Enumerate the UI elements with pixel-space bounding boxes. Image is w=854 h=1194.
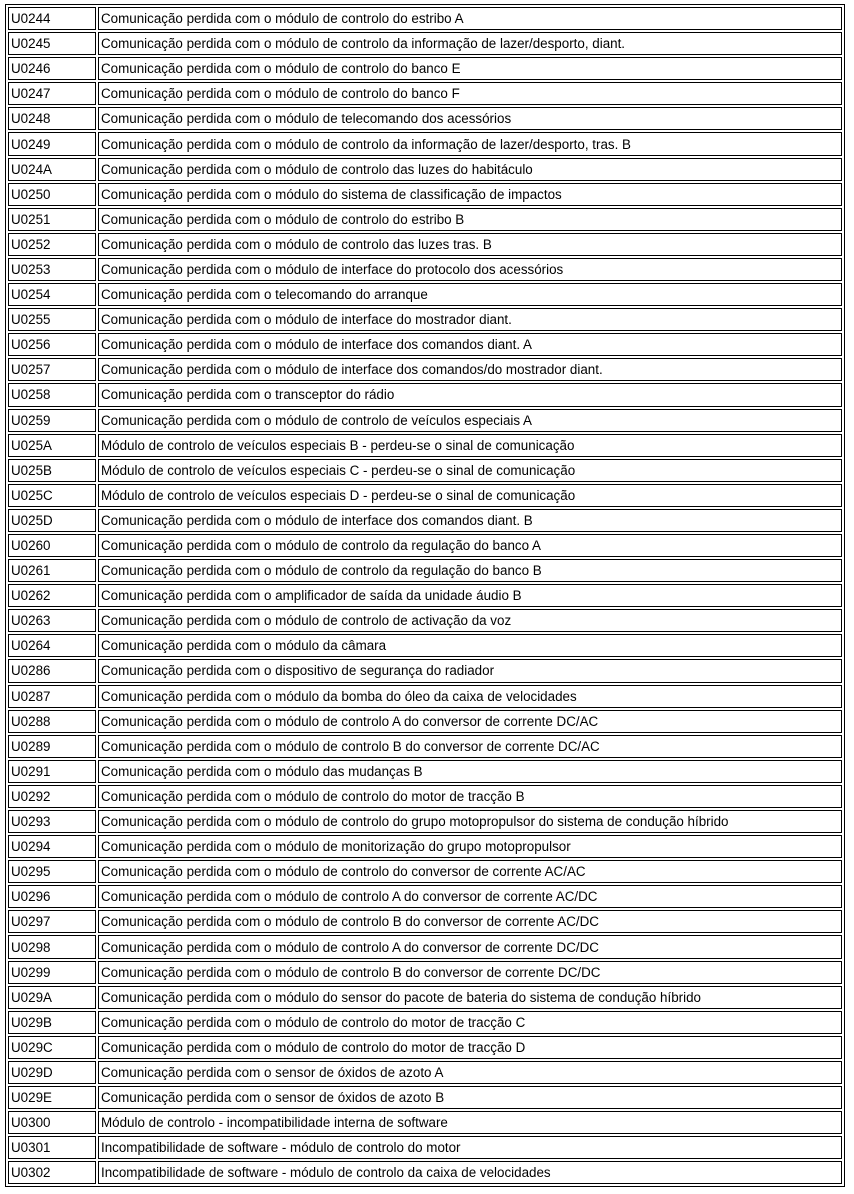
dtc-code-cell: U0296	[8, 885, 96, 908]
dtc-code-cell: U0292	[8, 785, 96, 808]
table-row	[8, 559, 842, 582]
table-row	[8, 634, 842, 657]
dtc-code-cell: U0286	[8, 659, 96, 682]
dtc-description-cell: Comunicação perdida com o módulo de telecomando dos acessórios	[98, 107, 842, 130]
table-row	[8, 409, 842, 432]
table-row	[8, 283, 842, 306]
table-row	[8, 685, 842, 708]
table-row	[8, 233, 842, 256]
dtc-description-cell: Comunicação perdida com o módulo de controlo B do conversor de corrente AC/DC	[98, 910, 842, 933]
dtc-code-cell: U0298	[8, 935, 96, 958]
table-row	[8, 459, 842, 482]
dtc-description-cell: Comunicação perdida com o dispositivo de segurança do radiador	[98, 659, 842, 682]
dtc-description-cell: Comunicação perdida com o módulo de controlo do estribo B	[98, 208, 842, 231]
table-row	[8, 1061, 842, 1084]
dtc-description-cell: Comunicação perdida com o módulo de monitorização do grupo motopropulsor	[98, 835, 842, 858]
dtc-description-cell: Comunicação perdida com o módulo de controlo A do conversor de corrente DC/AC	[98, 710, 842, 733]
dtc-code-cell: U0252	[8, 233, 96, 256]
table-row	[8, 1111, 842, 1134]
table-row	[8, 609, 842, 632]
table-row	[8, 308, 842, 331]
dtc-code-cell: U0264	[8, 634, 96, 657]
dtc-description-cell: Comunicação perdida com o módulo da câmara	[98, 634, 842, 657]
table-row	[8, 1011, 842, 1034]
dtc-description-cell: Comunicação perdida com o módulo do sistema de classificação de impactos	[98, 183, 842, 206]
dtc-code-cell: U0297	[8, 910, 96, 933]
table-row	[8, 835, 842, 858]
dtc-description-cell: Comunicação perdida com o módulo de controlo da regulação do banco A	[98, 534, 842, 557]
dtc-code-cell: U025B	[8, 459, 96, 482]
dtc-code-cell: U0300	[8, 1111, 96, 1134]
dtc-table-container	[5, 4, 845, 1187]
table-row	[8, 32, 842, 55]
dtc-description-cell: Módulo de controlo de veículos especiais B - perdeu-se o sinal de comunicação	[98, 434, 842, 457]
table-row	[8, 107, 842, 130]
dtc-code-cell: U0246	[8, 57, 96, 80]
dtc-description-cell: Módulo de controlo de veículos especiais C - perdeu-se o sinal de comunicação	[98, 459, 842, 482]
table-row	[8, 534, 842, 557]
dtc-code-cell: U0294	[8, 835, 96, 858]
dtc-description-cell: Comunicação perdida com o módulo de controlo do motor de tracção C	[98, 1011, 842, 1034]
dtc-code-cell: U0257	[8, 358, 96, 381]
table-row	[8, 760, 842, 783]
dtc-code-cell: U0299	[8, 961, 96, 984]
table-row	[8, 785, 842, 808]
dtc-description-cell: Comunicação perdida com o módulo de interface do mostrador diant.	[98, 308, 842, 331]
dtc-code-cell: U0258	[8, 383, 96, 406]
dtc-code-cell: U0289	[8, 735, 96, 758]
dtc-code-cell: U0301	[8, 1136, 96, 1159]
dtc-code-cell: U024A	[8, 158, 96, 181]
table-row	[8, 935, 842, 958]
dtc-code-cell: U0302	[8, 1161, 96, 1184]
dtc-description-cell: Comunicação perdida com o módulo de controlo das luzes tras. B	[98, 233, 842, 256]
dtc-description-cell: Comunicação perdida com o módulo de controlo B do conversor de corrente DC/AC	[98, 735, 842, 758]
dtc-code-cell: U0261	[8, 559, 96, 582]
table-row	[8, 910, 842, 933]
dtc-code-cell: U029D	[8, 1061, 96, 1084]
table-row	[8, 1136, 842, 1159]
dtc-code-cell: U0254	[8, 283, 96, 306]
dtc-code-cell: U029B	[8, 1011, 96, 1034]
dtc-description-cell: Comunicação perdida com o sensor de óxidos de azoto A	[98, 1061, 842, 1084]
dtc-description-cell: Incompatibilidade de software - módulo de controlo do motor	[98, 1136, 842, 1159]
dtc-description-cell: Comunicação perdida com o módulo de controlo de veículos especiais A	[98, 409, 842, 432]
dtc-code-cell: U0262	[8, 584, 96, 607]
dtc-code-cell: U0244	[8, 7, 96, 30]
table-row	[8, 434, 842, 457]
dtc-description-cell: Comunicação perdida com o módulo de controlo de activação da voz	[98, 609, 842, 632]
table-row	[8, 57, 842, 80]
table-row	[8, 484, 842, 507]
table-row	[8, 1086, 842, 1109]
dtc-description-cell: Comunicação perdida com o módulo de controlo A do conversor de corrente AC/DC	[98, 885, 842, 908]
dtc-description-cell: Comunicação perdida com o módulo de interface dos comandos diant. A	[98, 333, 842, 356]
table-row	[8, 7, 842, 30]
table-row	[8, 860, 842, 883]
table-row	[8, 584, 842, 607]
table-row	[8, 885, 842, 908]
dtc-description-cell: Comunicação perdida com o módulo de controlo das luzes do habitáculo	[98, 158, 842, 181]
table-row	[8, 183, 842, 206]
dtc-description-cell: Comunicação perdida com o módulo do sensor do pacote de bateria do sistema de condução híbrido	[98, 986, 842, 1009]
dtc-description-cell: Comunicação perdida com o módulo de interface dos comandos diant. B	[98, 509, 842, 532]
table-row	[8, 132, 842, 155]
table-row	[8, 258, 842, 281]
dtc-description-cell: Incompatibilidade de software - módulo de controlo da caixa de velocidades	[98, 1161, 842, 1184]
dtc-code-cell: U0249	[8, 132, 96, 155]
dtc-description-cell: Comunicação perdida com o módulo de controlo do banco F	[98, 82, 842, 105]
table-row	[8, 710, 842, 733]
dtc-description-cell: Comunicação perdida com o módulo de controlo do conversor de corrente AC/AC	[98, 860, 842, 883]
dtc-description-cell: Comunicação perdida com o módulo de controlo B do conversor de corrente DC/DC	[98, 961, 842, 984]
dtc-description-cell: Comunicação perdida com o módulo de controlo A do conversor de corrente DC/DC	[98, 935, 842, 958]
dtc-description-cell: Comunicação perdida com o amplificador de saída da unidade áudio B	[98, 584, 842, 607]
table-row	[8, 333, 842, 356]
dtc-code-cell: U0263	[8, 609, 96, 632]
table-row	[8, 358, 842, 381]
dtc-code-cell: U0245	[8, 32, 96, 55]
dtc-code-cell: U025A	[8, 434, 96, 457]
dtc-description-cell: Comunicação perdida com o sensor de óxidos de azoto B	[98, 1086, 842, 1109]
dtc-description-cell: Comunicação perdida com o módulo de interface dos comandos/do mostrador diant.	[98, 358, 842, 381]
table-row	[8, 659, 842, 682]
dtc-code-cell: U0287	[8, 685, 96, 708]
dtc-code-cell: U0291	[8, 760, 96, 783]
dtc-code-cell: U029C	[8, 1036, 96, 1059]
dtc-description-cell: Comunicação perdida com o módulo de interface do protocolo dos acessórios	[98, 258, 842, 281]
dtc-code-cell: U0293	[8, 810, 96, 833]
dtc-code-cell: U029E	[8, 1086, 96, 1109]
dtc-description-cell: Comunicação perdida com o módulo de controlo do motor de tracção B	[98, 785, 842, 808]
dtc-description-cell: Comunicação perdida com o módulo de controlo do estribo A	[98, 7, 842, 30]
dtc-code-cell: U029A	[8, 986, 96, 1009]
dtc-table	[5, 4, 845, 1187]
dtc-code-cell: U0253	[8, 258, 96, 281]
dtc-description-cell: Comunicação perdida com o transceptor do rádio	[98, 383, 842, 406]
dtc-code-cell: U0260	[8, 534, 96, 557]
dtc-code-cell: U0250	[8, 183, 96, 206]
dtc-description-cell: Comunicação perdida com o módulo da bomba do óleo da caixa de velocidades	[98, 685, 842, 708]
dtc-code-cell: U025D	[8, 509, 96, 532]
dtc-table-body	[8, 7, 842, 1184]
table-row	[8, 810, 842, 833]
table-row	[8, 158, 842, 181]
dtc-description-cell: Módulo de controlo - incompatibilidade interna de software	[98, 1111, 842, 1134]
dtc-code-cell: U025C	[8, 484, 96, 507]
dtc-description-cell: Comunicação perdida com o módulo de controlo do motor de tracção D	[98, 1036, 842, 1059]
dtc-code-cell: U0255	[8, 308, 96, 331]
table-row	[8, 986, 842, 1009]
table-row	[8, 82, 842, 105]
dtc-description-cell: Comunicação perdida com o módulo de controlo do banco E	[98, 57, 842, 80]
dtc-description-cell: Módulo de controlo de veículos especiais D - perdeu-se o sinal de comunicação	[98, 484, 842, 507]
dtc-code-cell: U0259	[8, 409, 96, 432]
dtc-description-cell: Comunicação perdida com o módulo de controlo da informação de lazer/desporto, diant.	[98, 32, 842, 55]
table-row	[8, 208, 842, 231]
table-row	[8, 961, 842, 984]
table-row	[8, 1036, 842, 1059]
dtc-code-cell: U0295	[8, 860, 96, 883]
table-row	[8, 383, 842, 406]
dtc-description-cell: Comunicação perdida com o telecomando do arranque	[98, 283, 842, 306]
dtc-code-cell: U0248	[8, 107, 96, 130]
table-row	[8, 509, 842, 532]
dtc-description-cell: Comunicação perdida com o módulo de controlo da informação de lazer/desporto, tras. B	[98, 132, 842, 155]
dtc-code-cell: U0288	[8, 710, 96, 733]
table-row	[8, 1161, 842, 1184]
dtc-description-cell: Comunicação perdida com o módulo de controlo da regulação do banco B	[98, 559, 842, 582]
dtc-description-cell: Comunicação perdida com o módulo das mudanças B	[98, 760, 842, 783]
dtc-code-cell: U0256	[8, 333, 96, 356]
dtc-description-cell: Comunicação perdida com o módulo de controlo do grupo motopropulsor do sistema de condução híbrido	[98, 810, 842, 833]
dtc-code-cell: U0247	[8, 82, 96, 105]
dtc-code-cell: U0251	[8, 208, 96, 231]
table-row	[8, 735, 842, 758]
